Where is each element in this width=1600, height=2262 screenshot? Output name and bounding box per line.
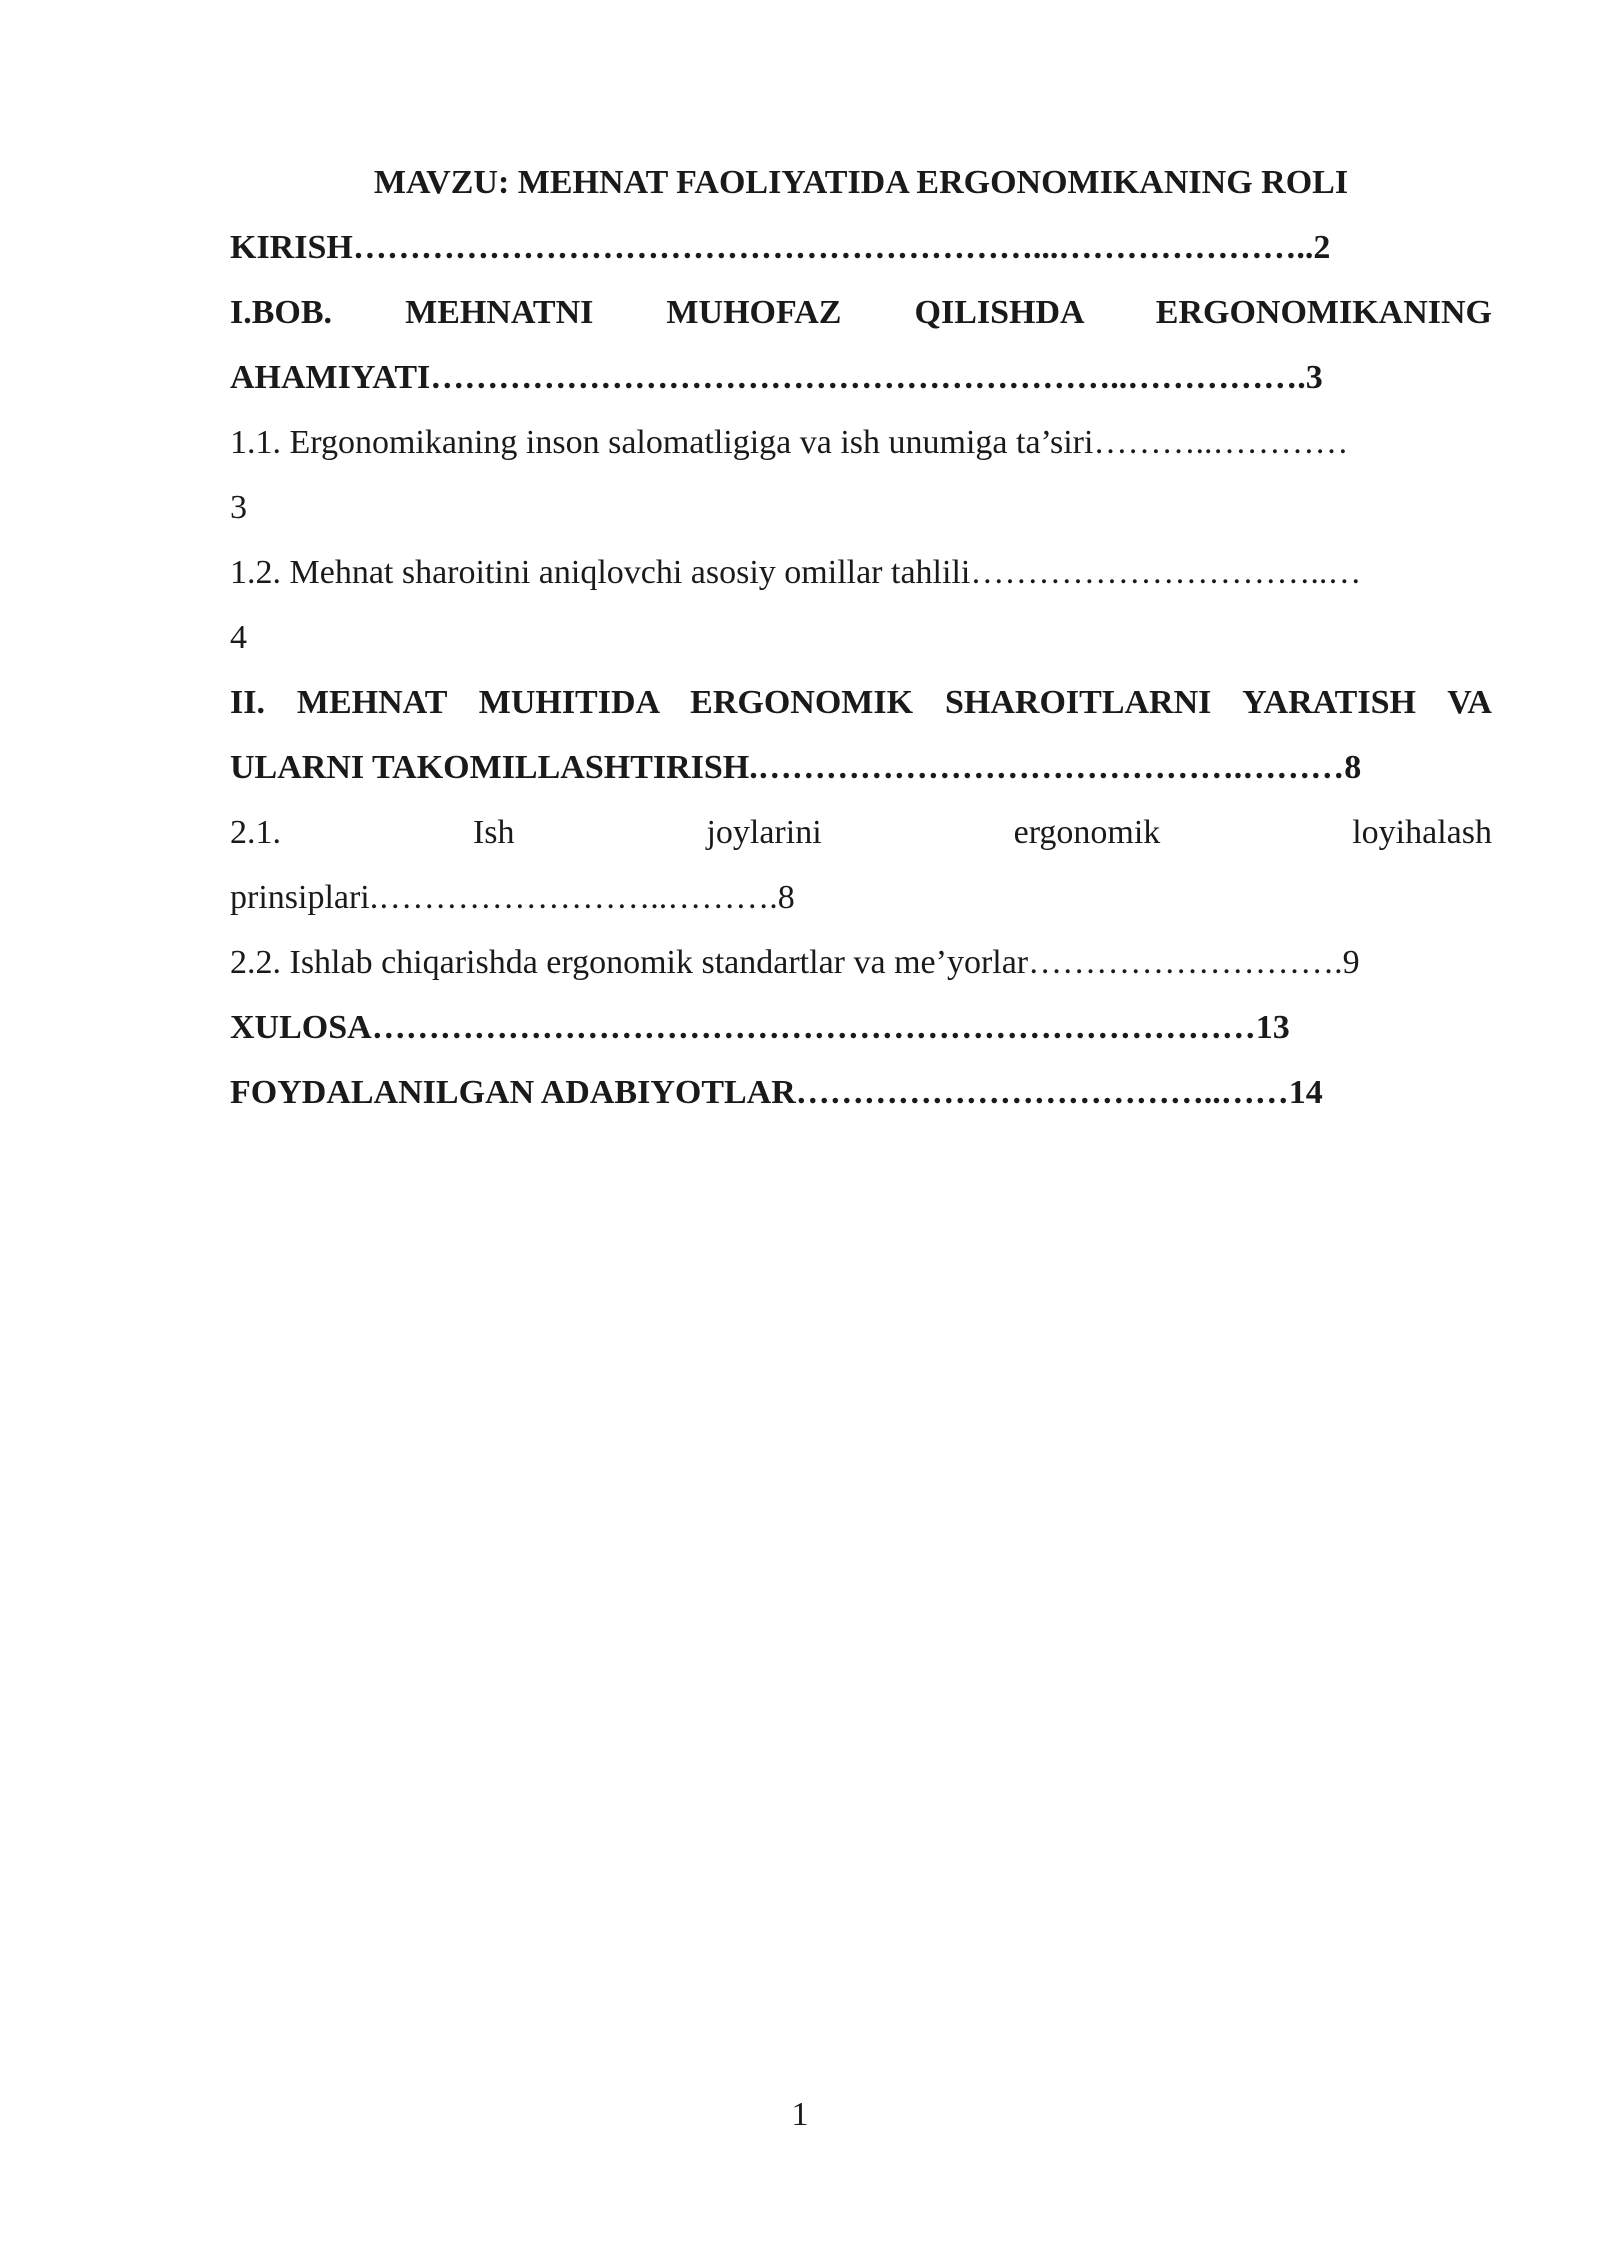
toc-entry-kirish: KIRISH……………………………………………………...…………………..2: [230, 229, 1331, 266]
toc-entry-chapter-2-line-1: II. MEHNAT MUHITIDA ERGONOMIK SHAROITLARNI YARATISH VA: [230, 684, 1492, 721]
toc-entry-section-1-1: 1.1. Ergonomikaning inson salomatligiga va ish unumiga ta’siri………..…………: [230, 424, 1349, 461]
toc-entry-section-2-2: 2.2. Ishlab chiqarishda ergonomik standartlar va me’yorlar……………………….9: [230, 944, 1360, 981]
page-number: 1: [791, 2096, 809, 2133]
toc-entry-section-2-1: 2.1. Ish joylarini ergonomik loyihalash: [230, 814, 1492, 851]
toc-entry-chapter-1-line-2: AHAMIYATI……………………………………………………..…………….3: [230, 359, 1323, 396]
toc-entry-section-1-2-page: 4: [230, 619, 247, 656]
toc-entry-section-1-1-page: 3: [230, 489, 247, 526]
document-title: MAVZU: MEHNAT FAOLIYATIDA ERGONOMIKANING ROLI: [373, 164, 1349, 201]
toc-entry-chapter-2-line-2: ULARNI TAKOMILLASHTIRISH.…………………………………….………8: [230, 749, 1362, 786]
toc-entry-xulosa: XULOSA……………………………………………………………………13: [230, 1009, 1290, 1046]
toc-entry-references: FOYDALANILGAN ADABIYOTLAR………………………………..……14: [230, 1074, 1323, 1111]
toc-entry-section-2-1-continued: prinsiplari.……………………..……….8: [230, 879, 795, 916]
toc-entry-section-1-2: 1.2. Mehnat sharoitini aniqlovchi asosiy omillar tahlili…………………………..…: [230, 554, 1362, 591]
toc-entry-chapter-1-line-1: I.BOB. MEHNATNI MUHOFAZ QILISHDA ERGONOMIKANING: [230, 294, 1492, 331]
table-of-contents: [230, 150, 1492, 1125]
